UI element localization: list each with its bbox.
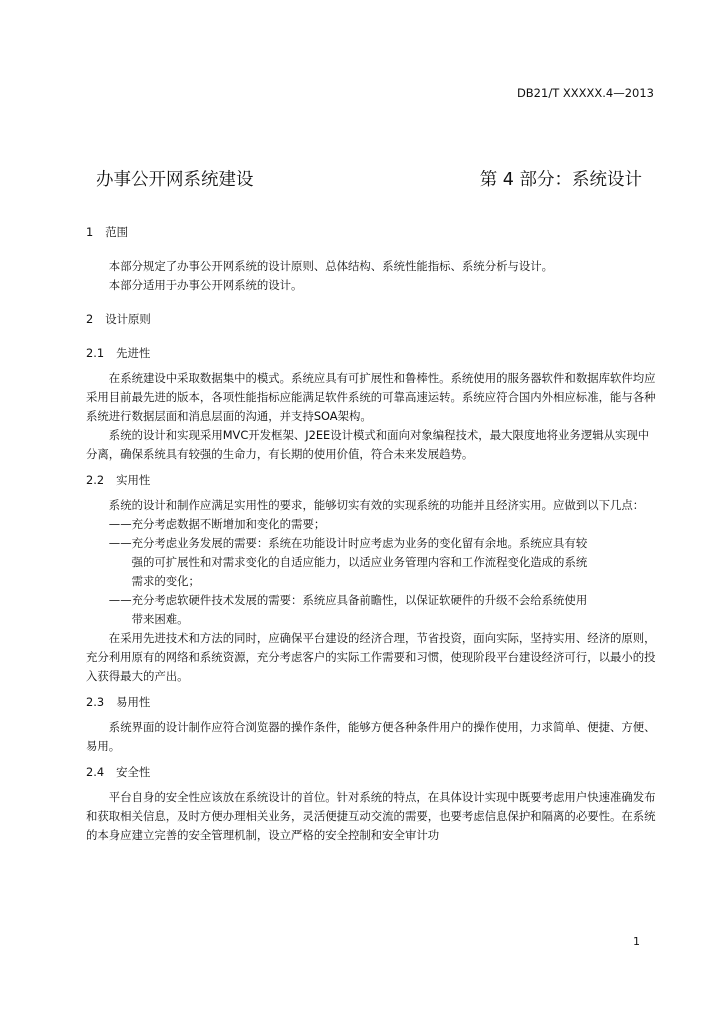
subsection-number: 2.2 — [86, 473, 105, 487]
dash-item: ——充分考虑数据不断增加和变化的需要； — [108, 517, 326, 531]
paragraph: 系统的设计和制作应满足实用性的要求，能够切实有效的实现系统的功能并且经济实用。应做到以下几点： — [108, 498, 645, 512]
dash-item: ——充分考虑软硬件技术发展的需要：系统应具备前瞻性，以保证软硬件的升级不会给系统使用 带来困难。 — [108, 593, 588, 626]
subsection-heading — [86, 764, 656, 780]
subsection-number: 2.4 — [86, 765, 105, 779]
subsection-heading — [86, 472, 656, 488]
subsection-title: 实用性 — [116, 473, 151, 487]
page-number: 1 — [633, 935, 640, 948]
section-heading — [86, 224, 656, 240]
document-title: 办事公开网系统建设 — [96, 170, 254, 190]
subsection-title: 易用性 — [116, 695, 151, 709]
paragraph: 系统界面的设计制作应符合浏览器的操作条件，能够方便各种条件用户的操作使用，力求简单、便捷、方便、易用。 — [86, 720, 656, 753]
subsection-heading — [86, 345, 656, 361]
paragraph: 在系统建设中采取数据集中的模式。系统应具有可扩展性和鲁棒性。系统使用的服务器软件和数据库软件均应采用目前最先进的版本，各项性能指标应能满足软件系统的可靠高速运转。系统应符合国内外相应标准，能与各种系统进行数据层面和消息层面的沟通，并支持SOA架构。 — [86, 371, 656, 423]
subsection-heading — [86, 694, 656, 710]
dash-item: ——充分考虑业务发展的需要：系统在功能设计时应考虑为业务的变化留有余地。系统应具有较 强的可扩展性和对需求变化的自适应能力，以适应业务管理内容和工作流程变化造成的系统 需求的变化； — [108, 536, 588, 588]
part-title: 第 4 部分：系统设计 — [479, 170, 642, 190]
paragraph: 本部分适用于办事公开网系统的设计。 — [108, 278, 303, 292]
section-heading — [86, 311, 656, 327]
section-title: 设计原则 — [105, 312, 151, 326]
subsection-number: 2.1 — [86, 346, 105, 360]
section-number: 1 — [86, 225, 94, 239]
document-body — [86, 224, 656, 845]
subsection-title: 安全性 — [116, 765, 151, 779]
document-code: DB21/T XXXXX.4—2013 — [516, 86, 654, 100]
subsection-title: 先进性 — [116, 346, 151, 360]
paragraph: 在采用先进技术和方法的同时，应确保平台建设的经济合理，节省投资，面向实际，坚持实用、经济的原则，充分利用原有的网络和系统资源，充分考虑客户的实际工作需要和习惯，使现阶段平台建设经济可行，以最小的投入获得最大的产出。 — [86, 631, 656, 683]
section-number: 2 — [86, 312, 94, 326]
paragraph: 本部分规定了办事公开网系统的设计原则、总体结构、系统性能指标、系统分析与设计。 — [108, 259, 554, 273]
paragraph: 系统的设计和实现采用MVC开发框架、J2EE设计模式和面向对象编程技术，最大限度地将业务逻辑从实现中分离，确保系统具有较强的生命力，有长期的使用价值，符合未来发展趋势。 — [86, 428, 650, 461]
subsection-number: 2.3 — [86, 695, 105, 709]
section-title: 范围 — [105, 225, 129, 239]
paragraph: 平台自身的安全性应该放在系统设计的首位。针对系统的特点，在具体设计实现中既要考虑用户快速准确发布和获取相关信息，及时方便办理相关业务，灵活便捷互动交流的需要，也要考虑信息保护和隔离的必要性。在系统的本身应建立完善的安全管理机制，设立严格的安全控制和安全审计功 — [86, 790, 656, 842]
